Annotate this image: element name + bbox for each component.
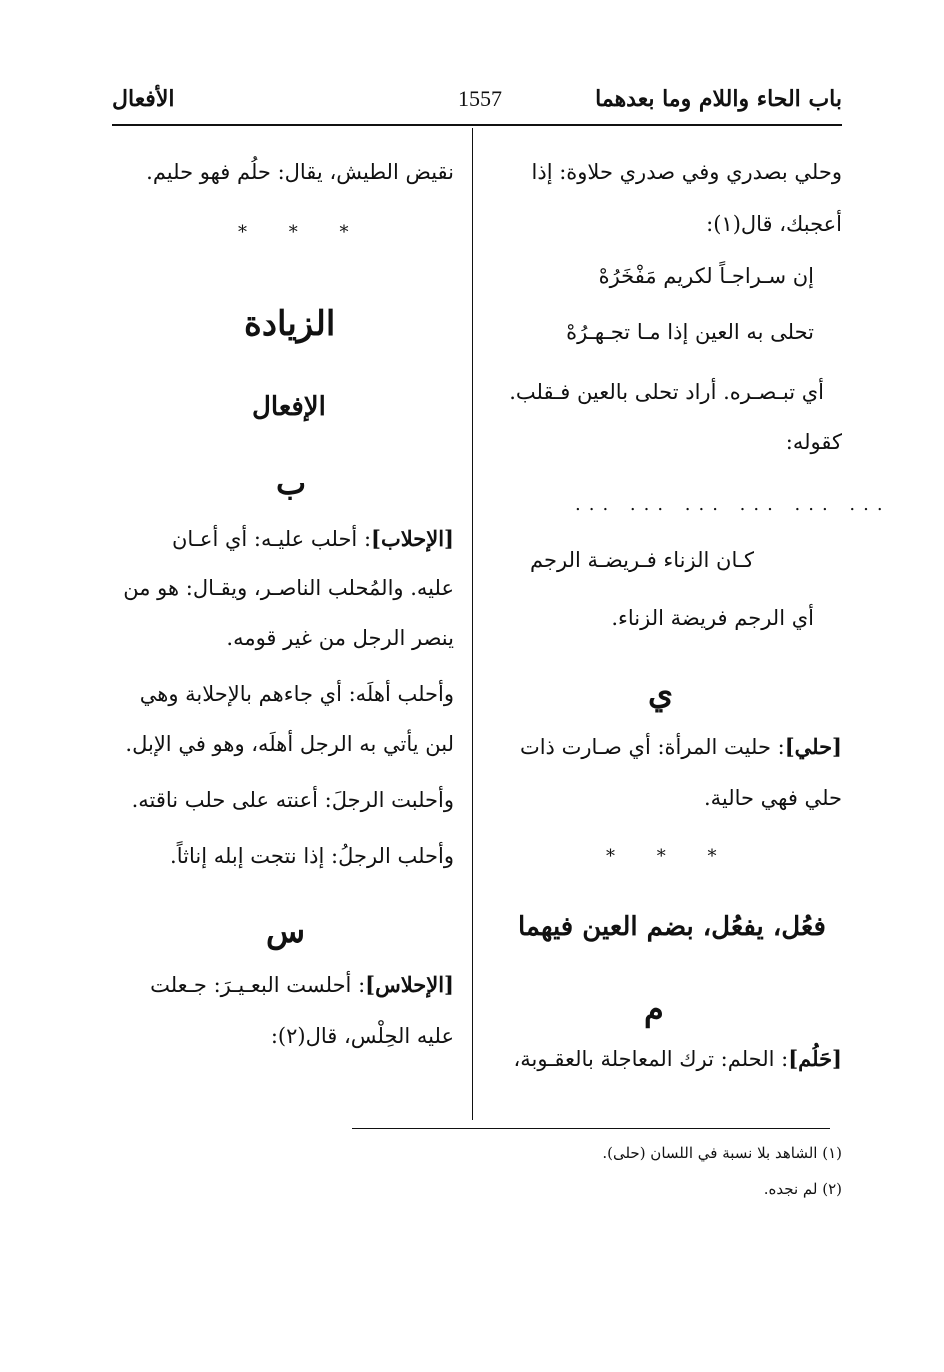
verse-line: إن سـراجـاً لكريم مَفْخَرُهْ xyxy=(598,264,814,288)
footnote: (٢) لم نجده. xyxy=(763,1180,842,1198)
main-heading: الزيادة xyxy=(244,304,336,344)
text-line: عليه. والمُحلب الناصـر، ويقـال: هو من xyxy=(123,576,454,600)
section-separator: * * * xyxy=(238,222,367,243)
verse-line: كـان الزناء فـريضـة الرجم xyxy=(530,548,754,572)
text-line: حلي فهي حالية. xyxy=(703,786,842,810)
text-line: وأحلب الرجلُ: إذا نتجت إبله إناثاً. xyxy=(170,844,454,868)
text-line: أعجبك، قال(١): xyxy=(706,212,842,236)
text-line: لبن يأتي به الرجل أهلَه، وهو في الإبل. xyxy=(125,732,454,756)
footnote: (١) الشاهد بلا نسبة في اللسان (حلى). xyxy=(602,1144,842,1162)
letter-heading: ي xyxy=(648,674,674,712)
entry-definition: : أحلست البعـيـرَ: جـعلت xyxy=(150,973,366,997)
footnote-rule xyxy=(352,1128,830,1129)
verse-line: تحلى به العين إذا مـا تجـهـرُهْ xyxy=(566,320,814,344)
entry-definition: : حليت المرأة: أي صـارت ذات xyxy=(519,735,785,759)
entry-line xyxy=(172,526,454,551)
chapter-title: باب الحاء واللام وما بعدهما xyxy=(595,86,842,112)
letter-heading: ب xyxy=(276,464,307,502)
entry-line xyxy=(150,972,454,997)
text-line: وأحلبت الرجلَ: أعنته على حلب ناقته. xyxy=(131,788,454,812)
ellipsis-line: ... ... ... ... ... ... xyxy=(575,494,891,515)
letter-heading: م xyxy=(644,990,664,1028)
entry-line xyxy=(520,734,842,759)
entry-headword: [حَلُم] xyxy=(788,1046,842,1071)
page-number: 1557 xyxy=(458,86,502,111)
entry-headword: [حلي] xyxy=(784,734,842,759)
form-heading: فعُل، يفعُل، بضم العين فيهما xyxy=(518,912,826,942)
entry-headword: [الإحلاب] xyxy=(371,526,454,551)
text-line: أي الرجم فريضة الزناء. xyxy=(611,606,814,630)
entry-definition: : الحلم: ترك المعاجلة بالعقـوبة، xyxy=(513,1047,789,1071)
header-rule xyxy=(112,124,842,126)
text-line: ينصر الرجل من غير قومه. xyxy=(226,626,454,650)
entry-line xyxy=(514,1046,842,1071)
column-divider xyxy=(472,128,473,1120)
sub-heading: الإفعال xyxy=(252,392,326,422)
letter-heading: س xyxy=(266,912,306,950)
text-line: كقوله: xyxy=(785,430,842,454)
text-line: نقيض الطيش، يقال: حلُم فهو حليم. xyxy=(146,160,454,184)
entry-headword: [الإحلاس] xyxy=(365,972,454,997)
section-title: الأفعال xyxy=(112,86,175,112)
section-separator: * * * xyxy=(606,846,735,867)
text-line: أي تبـصـره. أراد تحلى بالعين فـقلب. xyxy=(509,380,824,404)
text-line: وأحلب أهلَه: أي جاءهم بالإحلابة وهي xyxy=(139,682,454,706)
text-line: وحلي بصدري وفي صدري حلاوة: إذا xyxy=(531,160,842,184)
text-line: عليه الحِلْس، قال(٢): xyxy=(270,1024,454,1048)
entry-definition: : أحلب عليـه: أي أعـان xyxy=(171,527,372,551)
